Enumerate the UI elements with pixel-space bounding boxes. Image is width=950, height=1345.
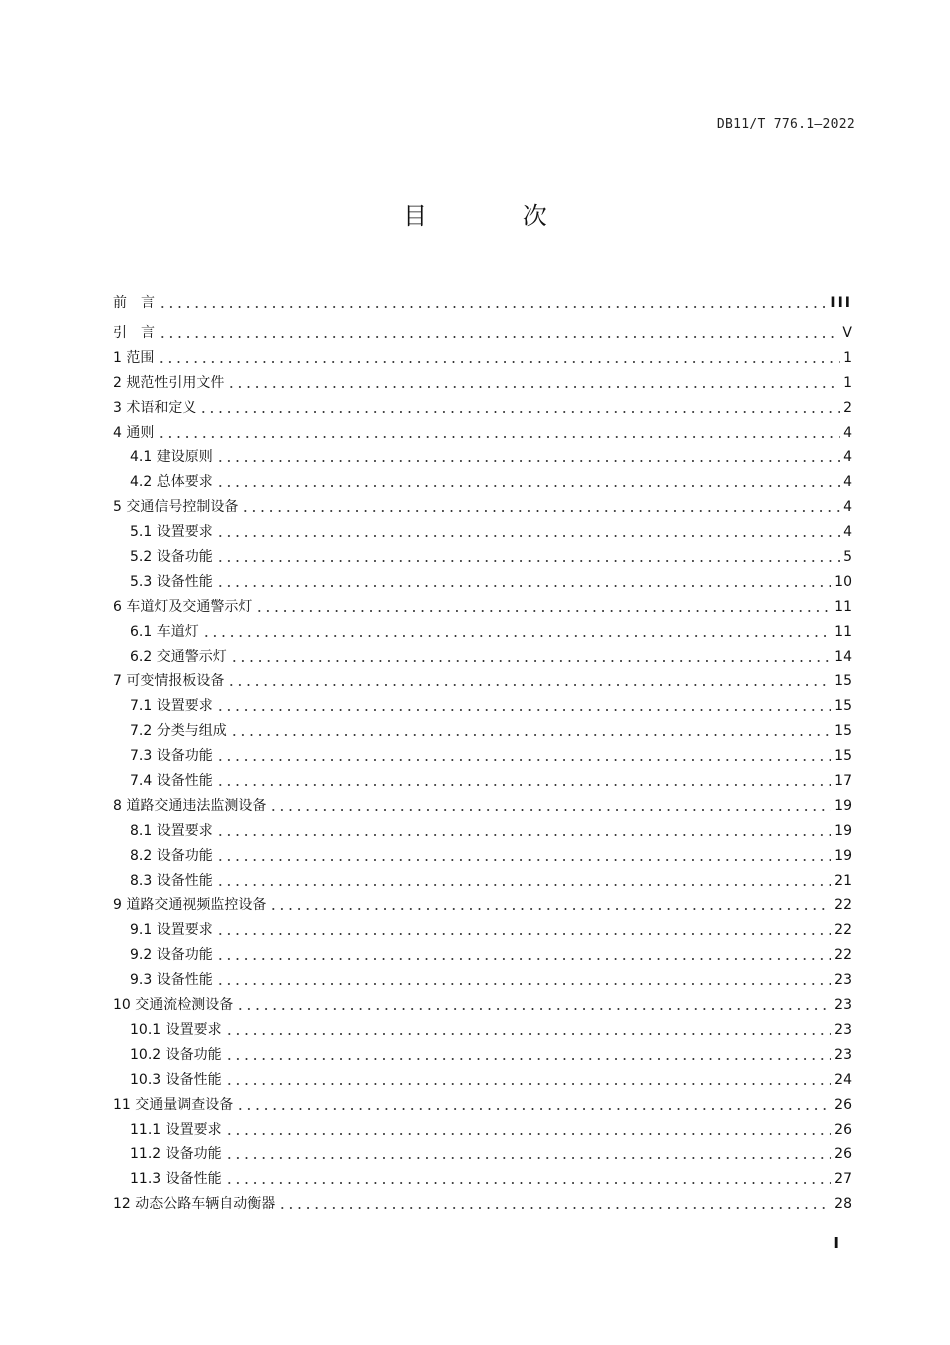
- dot-leader: [158, 336, 839, 338]
- dot-leader: [158, 306, 827, 308]
- toc-entry-label: 6.2 交通警示灯: [130, 648, 227, 665]
- toc-entry-label: 引 言: [113, 325, 155, 341]
- toc-entry-page: 19: [834, 797, 852, 814]
- toc-entry-page: 19: [834, 847, 852, 864]
- dot-leader: [216, 834, 831, 836]
- toc-entry[interactable]: [113, 765, 852, 790]
- toc-entry-label: 8.2 设备功能: [130, 847, 213, 864]
- dot-leader: [269, 809, 831, 811]
- toc-entry-page: 11: [834, 598, 852, 615]
- toc-entry-page: 23: [834, 1046, 852, 1063]
- toc-entry-page: 24: [834, 1071, 852, 1088]
- toc-entry-label: 9.2 设备功能: [130, 947, 213, 964]
- toc-entry[interactable]: [113, 1188, 852, 1213]
- toc-entry[interactable]: [113, 516, 852, 541]
- toc-entry-page: 21: [834, 872, 852, 889]
- toc-entry-label: 9.3 设备性能: [130, 972, 213, 989]
- toc-entry[interactable]: [113, 865, 852, 890]
- toc-entry-label: 5.1 设置要求: [130, 524, 213, 541]
- dot-leader: [216, 933, 831, 935]
- dot-leader: [157, 436, 840, 438]
- dot-leader: [216, 784, 831, 786]
- toc-entry-page: 22: [834, 922, 852, 939]
- toc-entry-label: 9.1 设置要求: [130, 922, 213, 939]
- toc-entry-label: 8.1 设置要求: [130, 822, 213, 839]
- dot-leader: [236, 1108, 831, 1110]
- toc-entry-label: 10.3 设备性能: [130, 1071, 222, 1088]
- dot-leader: [241, 510, 840, 512]
- toc-entry-page: 4: [843, 474, 852, 491]
- toc-entry-page: III: [830, 295, 852, 311]
- toc-entry[interactable]: [113, 417, 852, 442]
- toc-entry-page: 5: [843, 549, 852, 566]
- toc-entry-page: 26: [834, 1121, 852, 1138]
- toc-entry-page: 26: [834, 1146, 852, 1163]
- dot-leader: [216, 709, 831, 711]
- toc-entry[interactable]: [113, 840, 852, 865]
- toc-entry-page: 4: [843, 449, 852, 466]
- dot-leader: [216, 585, 831, 587]
- toc-entry-label: 前 言: [113, 295, 155, 311]
- toc-entry[interactable]: [113, 541, 852, 566]
- toc-entry-label: 11.2 设备功能: [130, 1146, 222, 1163]
- toc-entry-label: 1 范围: [113, 349, 155, 366]
- document-code: DB11/T 776.1—2022: [716, 117, 855, 132]
- toc-entry-page: 15: [834, 723, 852, 740]
- dot-leader: [227, 386, 840, 388]
- dot-leader: [230, 734, 831, 736]
- toc-entry[interactable]: [113, 939, 852, 964]
- toc-entry[interactable]: [113, 989, 852, 1014]
- toc-entry[interactable]: [113, 1139, 852, 1164]
- dot-leader: [225, 1133, 832, 1135]
- toc-entry-label: 12 动态公路车辆自动衡器: [113, 1196, 276, 1213]
- page-number: I: [833, 1234, 839, 1252]
- toc-entry-label: 7 可变情报板设备: [113, 673, 225, 690]
- toc-entry-page: 23: [834, 972, 852, 989]
- toc-entry-page: 2: [843, 399, 852, 416]
- toc-entry-label: 8.3 设备性能: [130, 872, 213, 889]
- toc-entry[interactable]: [113, 740, 852, 765]
- toc-entry[interactable]: [113, 815, 852, 840]
- dot-leader: [225, 1083, 832, 1085]
- toc-entry-page: 1: [843, 374, 852, 391]
- dot-leader: [225, 1033, 832, 1035]
- toc-entry[interactable]: [113, 964, 852, 989]
- toc-entry-label: 8 道路交通违法监测设备: [113, 797, 267, 814]
- dot-leader: [236, 1008, 831, 1010]
- dot-leader: [230, 660, 831, 662]
- toc-entry[interactable]: [113, 790, 852, 815]
- toc-entry[interactable]: [113, 715, 852, 740]
- table-of-contents: [113, 282, 852, 1213]
- toc-entry-label: 2 规范性引用文件: [113, 374, 225, 391]
- dot-leader: [227, 684, 831, 686]
- toc-entry[interactable]: [113, 666, 852, 691]
- toc-entry[interactable]: [113, 641, 852, 666]
- dot-leader: [225, 1058, 832, 1060]
- dot-leader: [157, 361, 840, 363]
- toc-entry-label: 4 通则: [113, 424, 155, 441]
- toc-entry-label: 11.1 设置要求: [130, 1121, 222, 1138]
- toc-entry-page: 23: [834, 997, 852, 1014]
- toc-entry-page: 15: [834, 698, 852, 715]
- toc-entry-label: 5.2 设备功能: [130, 549, 213, 566]
- dot-leader: [225, 1157, 832, 1159]
- toc-entry-label: 10 交通流检测设备: [113, 997, 234, 1014]
- toc-entry[interactable]: [113, 1064, 852, 1089]
- toc-entry-label: 11.3 设备性能: [130, 1171, 222, 1188]
- toc-entry[interactable]: [113, 890, 852, 915]
- dot-leader: [216, 958, 831, 960]
- dot-leader: [255, 610, 831, 612]
- toc-entry-label: 9 道路交通视频监控设备: [113, 897, 267, 914]
- toc-entry-label: 6.1 车道灯: [130, 623, 199, 640]
- toc-entry-label: 5 交通信号控制设备: [113, 499, 239, 516]
- toc-entry-page: 4: [843, 499, 852, 516]
- dot-leader: [216, 485, 840, 487]
- toc-entry-page: 23: [834, 1021, 852, 1038]
- toc-entry[interactable]: [113, 491, 852, 516]
- dot-leader: [216, 535, 840, 537]
- toc-entry[interactable]: [113, 466, 852, 491]
- dot-leader: [225, 1182, 832, 1184]
- dot-leader: [216, 759, 831, 761]
- toc-entry-label: 10.1 设置要求: [130, 1021, 222, 1038]
- toc-entry-label: 5.3 设备性能: [130, 573, 213, 590]
- dot-leader: [269, 908, 831, 910]
- toc-entry[interactable]: [113, 1089, 852, 1114]
- toc-entry-page: 22: [834, 897, 852, 914]
- dot-leader: [216, 560, 840, 562]
- toc-entry-page: 14: [834, 648, 852, 665]
- toc-entry-page: 19: [834, 822, 852, 839]
- toc-entry-page: 26: [834, 1096, 852, 1113]
- toc-entry[interactable]: [113, 312, 852, 342]
- toc-entry-page: 10: [834, 573, 852, 590]
- dot-leader: [216, 859, 831, 861]
- toc-entry-label: 4.1 建设原则: [130, 449, 213, 466]
- toc-entry-page: 15: [834, 748, 852, 765]
- toc-entry-page: 4: [843, 424, 852, 441]
- toc-entry[interactable]: [113, 914, 852, 939]
- toc-entry-page: 1: [843, 349, 852, 366]
- toc-entry[interactable]: [113, 566, 852, 591]
- toc-entry-label: 7.4 设备性能: [130, 773, 213, 790]
- toc-entry-page: 28: [834, 1196, 852, 1213]
- toc-entry-label: 3 术语和定义: [113, 399, 197, 416]
- toc-entry-label: 10.2 设备功能: [130, 1046, 222, 1063]
- toc-entry[interactable]: [113, 1039, 852, 1064]
- toc-entry[interactable]: [113, 1114, 852, 1139]
- toc-entry-page: 22: [834, 947, 852, 964]
- toc-entry[interactable]: [113, 342, 852, 367]
- toc-entry-label: 11 交通量调查设备: [113, 1096, 234, 1113]
- dot-leader: [199, 411, 840, 413]
- toc-entry-page: 15: [834, 673, 852, 690]
- toc-entry-label: 7.1 设置要求: [130, 698, 213, 715]
- toc-entry[interactable]: [113, 367, 852, 392]
- page-title: 目 次: [403, 202, 591, 230]
- toc-entry[interactable]: [113, 690, 852, 715]
- toc-entry-page: V: [842, 325, 852, 341]
- toc-entry[interactable]: [113, 1014, 852, 1039]
- dot-leader: [278, 1207, 831, 1209]
- dot-leader: [216, 460, 840, 462]
- toc-entry[interactable]: [113, 616, 852, 641]
- toc-entry-label: 6 车道灯及交通警示灯: [113, 598, 253, 615]
- toc-entry-label: 7.3 设备功能: [130, 748, 213, 765]
- toc-entry[interactable]: [113, 1163, 852, 1188]
- toc-entry[interactable]: [113, 442, 852, 467]
- dot-leader: [216, 983, 831, 985]
- toc-entry-page: 4: [843, 524, 852, 541]
- toc-entry-label: 7.2 分类与组成: [130, 723, 227, 740]
- toc-entry[interactable]: [113, 392, 852, 417]
- toc-entry-page: 17: [834, 773, 852, 790]
- dot-leader: [216, 884, 831, 886]
- dot-leader: [202, 635, 831, 637]
- toc-entry-page: 27: [834, 1171, 852, 1188]
- toc-entry-label: 4.2 总体要求: [130, 474, 213, 491]
- toc-entry[interactable]: [113, 282, 852, 312]
- toc-entry[interactable]: [113, 591, 852, 616]
- toc-entry-page: 11: [834, 623, 852, 640]
